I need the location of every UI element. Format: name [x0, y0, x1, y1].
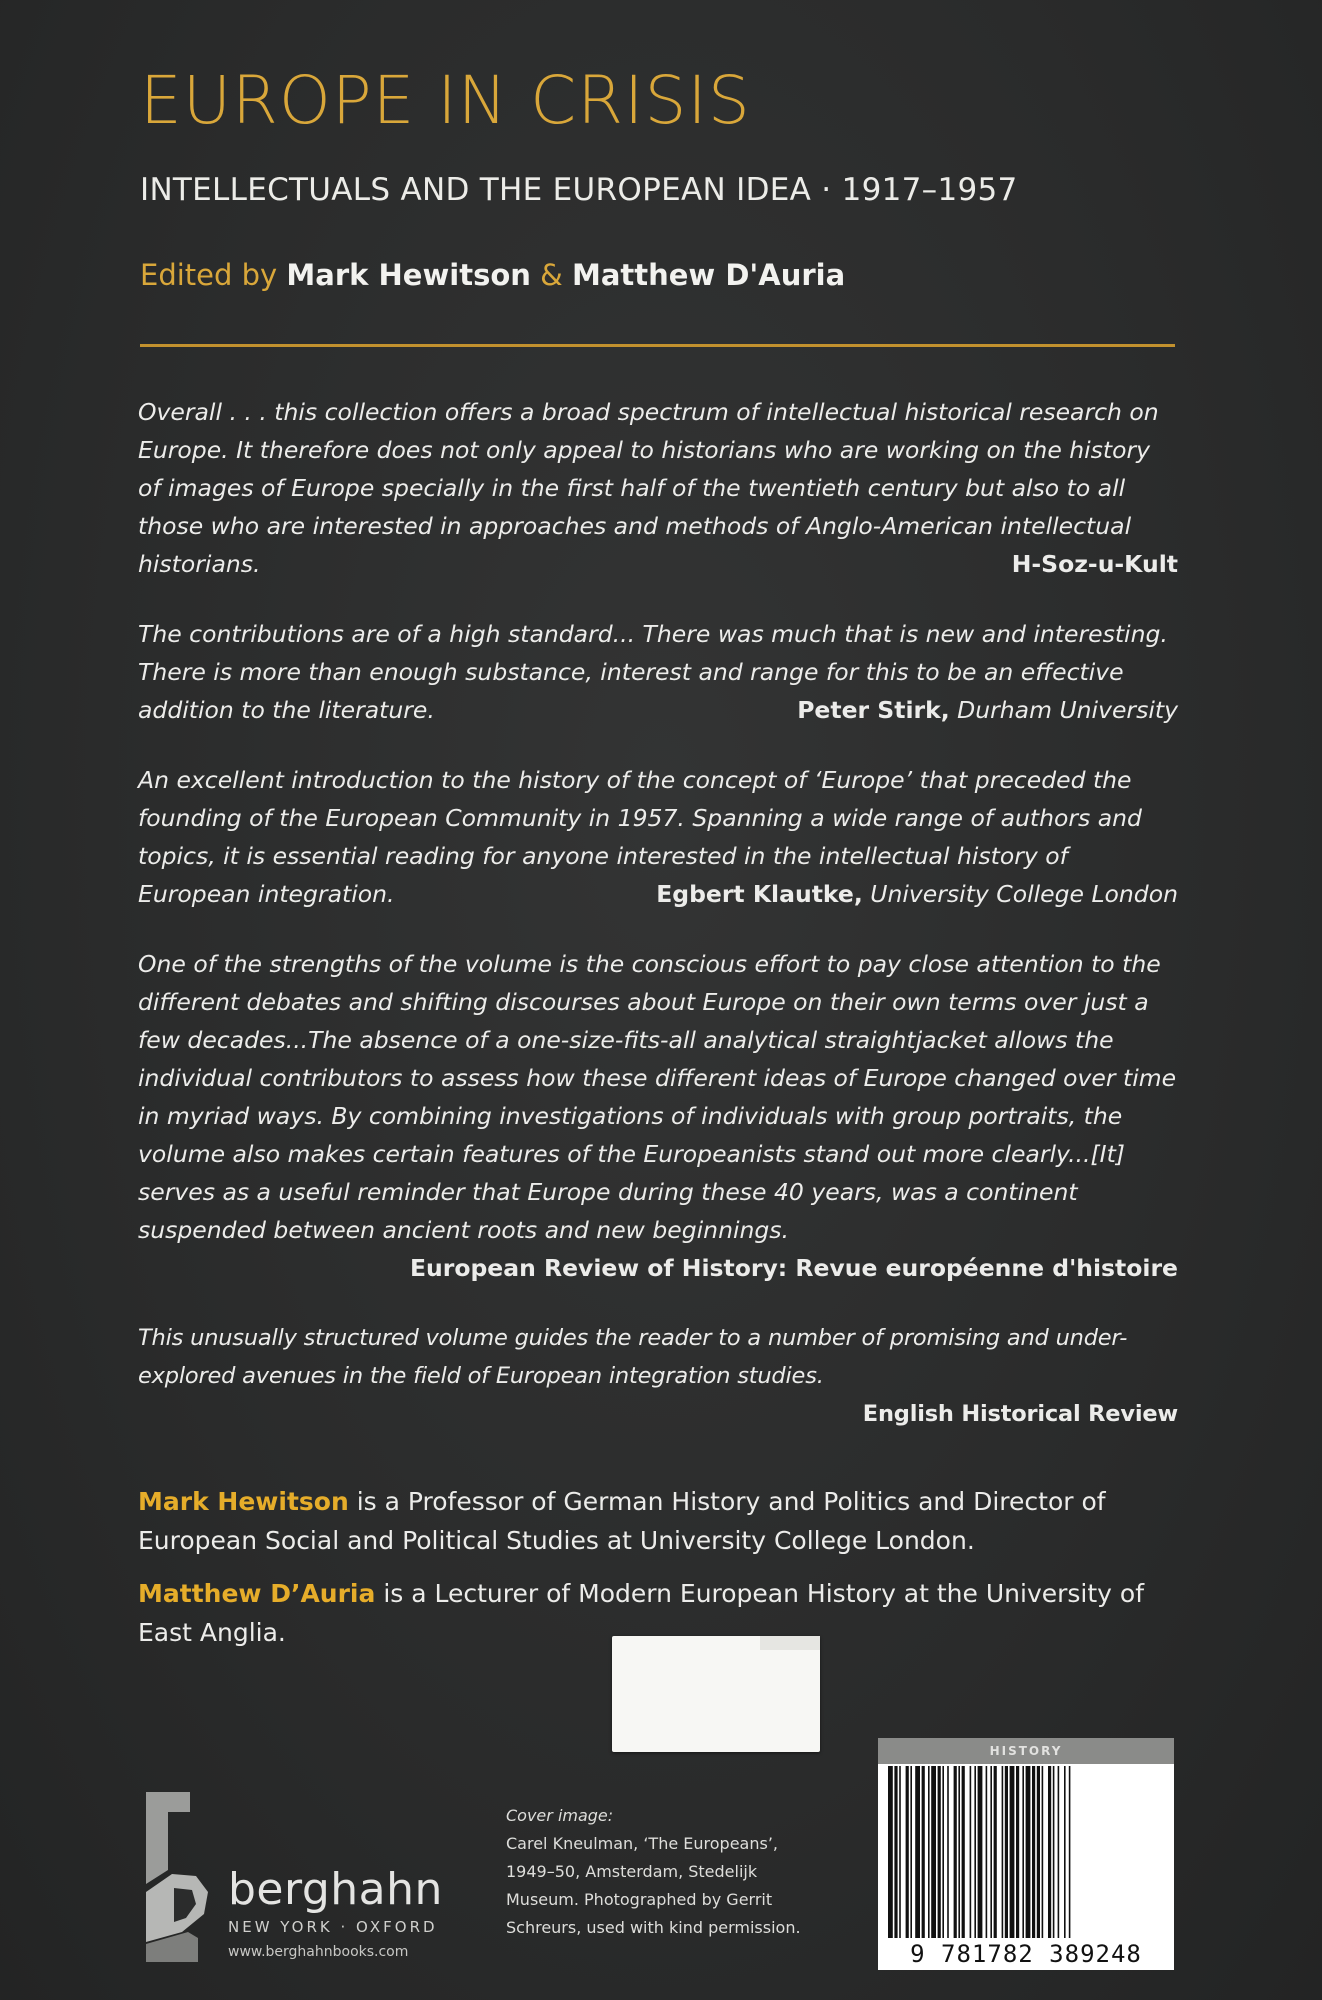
- review-quotes: [138, 393, 1178, 1465]
- barcode-bar: [1058, 1766, 1060, 1938]
- barcode-bar: [1032, 1766, 1035, 1938]
- barcode-bar: [931, 1766, 936, 1938]
- barcode-bar: [1048, 1766, 1051, 1938]
- barcode-bar: [1042, 1766, 1044, 1938]
- quote-source-name: English Historical Review: [862, 1401, 1178, 1427]
- barcode-category: HISTORY: [878, 1738, 1174, 1764]
- quote-source-affiliation: University College London: [870, 880, 1178, 908]
- quote-text: This unusually structured volume guides the reader to a number of promising and under-explored avenues in the field of European integration studies.: [138, 1325, 1128, 1389]
- barcode-bar: [915, 1766, 920, 1938]
- barcode-bar: [947, 1766, 949, 1938]
- barcode-bar: [994, 1766, 997, 1938]
- bio-name: Mark Hewitson: [138, 1487, 349, 1516]
- quote-text: One of the strengths of the volume is the conscious effort to pay close attention to the different debates and shifting discourses about Europe on their own terms over just a few decades...The absence of a one-size-fits-all analytical straightjacket allows the individual contributors to assess how these different ideas of Europe changed over time in myriad ways. By combining investigations of individuals with group portraits, the volume also makes certain features of the Europeanists stand out more clearly...[It] serves as a useful reminder that Europe during these 40 years, was a continent suspended between ancient roots and new beginnings.: [138, 950, 1177, 1244]
- quote-source-affiliation: Durham University: [957, 696, 1178, 724]
- editor-1-name: Mark Hewitson: [286, 258, 531, 292]
- barcode-bar: [1005, 1766, 1008, 1938]
- review-quote: [138, 615, 1178, 729]
- quote-source-name: Egbert Klautke,: [656, 880, 863, 908]
- barcode-bar: [1026, 1766, 1031, 1938]
- barcode-bar: [899, 1766, 901, 1938]
- quote-source-name: European Review of History: Revue européenne d'histoire: [409, 1254, 1178, 1282]
- quote-text: The contributions are of a high standard... There was much that is new and interesting. There is more than enough substance, interest and range for this to be an effective addition to the literature.: [138, 620, 1168, 724]
- editors-line: [140, 258, 845, 292]
- publisher-url: www.berghahnbooks.com: [228, 1944, 409, 1960]
- barcode-bar: [970, 1766, 972, 1938]
- barcode-bar: [978, 1766, 983, 1938]
- edited-by-label: Edited by: [140, 258, 278, 292]
- quote-source-name: Peter Stirk,: [797, 696, 950, 724]
- quote-source: [797, 691, 1178, 729]
- quote-source-name: H-Soz-u-Kult: [1011, 550, 1178, 578]
- review-quote: [138, 1319, 1178, 1433]
- barcode-bars: [884, 1766, 1168, 1938]
- barcode-bar: [974, 1766, 976, 1938]
- barcode-bar: [906, 1766, 909, 1938]
- barcode-bar: [922, 1766, 925, 1938]
- gold-divider: [140, 344, 1175, 347]
- quote-source: [410, 1249, 1178, 1287]
- barcode-bar: [986, 1766, 988, 1938]
- cover-image-credit: [506, 1802, 826, 1942]
- barcode-bar: [954, 1766, 957, 1938]
- barcode-bar: [990, 1766, 992, 1938]
- barcode-bar: [1002, 1766, 1004, 1938]
- barcode-bar: [888, 1766, 893, 1938]
- barcode-bar: [894, 1766, 897, 1938]
- cover-credit-label: Cover image:: [506, 1806, 614, 1825]
- price-sticker: [612, 1636, 820, 1752]
- barcode-bar: [938, 1766, 941, 1938]
- barcode-bar: [1069, 1766, 1071, 1938]
- quote-text: An excellent introduction to the history of the concept of ‘Europe’ that preceded the founding of the European Community in 1957. Spanning a wide range of authors and topics, it is essential reading for anyone interested in the intellectual history of European integration.: [138, 766, 1142, 908]
- editors-ampersand: &: [540, 258, 563, 292]
- review-quote: [138, 945, 1178, 1287]
- quote-source: [1012, 545, 1178, 583]
- publisher-places: NEW YORK · OXFORD: [228, 1918, 438, 1936]
- bio-text: is a Lecturer of Modern European History at the University of East Anglia.: [138, 1579, 1145, 1647]
- publisher-logo: [138, 1792, 443, 1962]
- cover-credit-text: Carel Kneulman, ‘The Europeans’, 1949–50, Amsterdam, Stedelijk Museum. Photographed by Gerrit Schreurs, used with kind permission.: [506, 1834, 801, 1937]
- isbn-digits: 9 781782 389248: [910, 1940, 1142, 1968]
- barcode-bar: [962, 1766, 965, 1938]
- bio-paragraph: [138, 1482, 1178, 1560]
- isbn-barcode: [878, 1738, 1174, 1970]
- barcode-bar: [1016, 1766, 1019, 1938]
- barcode-bar: [1037, 1766, 1040, 1938]
- quote-text: Overall . . . this collection offers a broad spectrum of intellectual historical research on Europe. It therefore does not only appeal to historians who are working on the history of images of Europe specially in the first half of the twentieth century but also to all those who are interested in approaches and methods of Anglo-American intellectual historians.: [138, 398, 1159, 578]
- barcode-bar: [928, 1766, 930, 1938]
- book-subtitle: INTELLECTUALS AND THE EUROPEAN IDEA · 1917–1957: [140, 172, 1018, 208]
- review-quote: [138, 761, 1178, 913]
- review-quote: [138, 393, 1178, 583]
- bio-text: is a Professor of German History and Politics and Director of European Social and Political Studies at University College London.: [138, 1487, 1106, 1555]
- bio-name: Matthew D’Auria: [138, 1579, 376, 1608]
- barcode-bar: [958, 1766, 960, 1938]
- publisher-name: berghahn: [228, 1864, 443, 1915]
- barcode-bar: [1064, 1766, 1066, 1938]
- barcode-bar: [910, 1766, 912, 1938]
- barcode-bar: [1022, 1766, 1024, 1938]
- barcode-bar: [1010, 1766, 1015, 1938]
- quote-source: [656, 875, 1178, 913]
- barcode-bar: [942, 1766, 944, 1938]
- book-title: EUROPE IN CRISIS: [140, 62, 751, 139]
- berghahn-logo-icon: [138, 1792, 218, 1962]
- barcode-bar: [1053, 1766, 1055, 1938]
- editor-2-name: Matthew D'Auria: [571, 258, 846, 292]
